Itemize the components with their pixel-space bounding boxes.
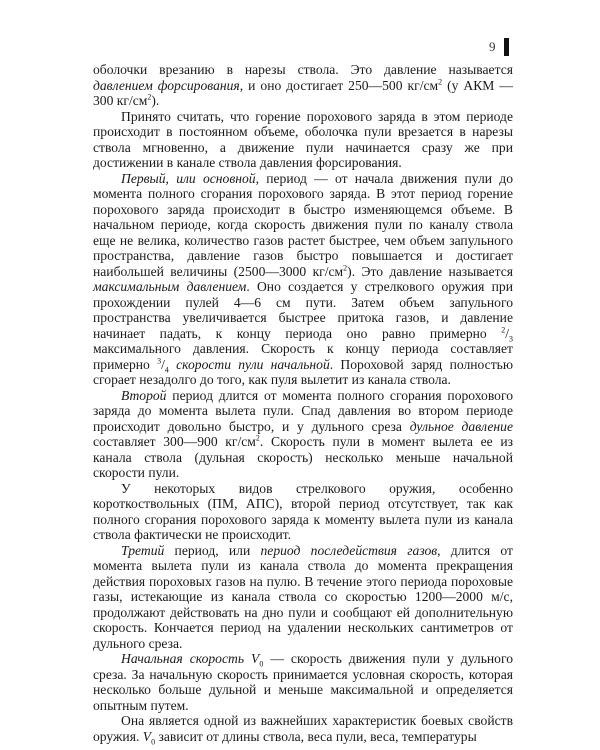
page-number: 9 [489,39,496,54]
paragraph: Первый, или основной, период — от начала движения пули до момента полного сгорания порохового заряда. В этот период горение порохового заряда происходит в быстро изменяющемся объеме. В начальном периоде, когда скорость движения пули по каналу ствола еще не велика, количество газов растет быстрее, чем объем запульного пространства, давление газов быстро повышается и достигает наибольшей величины (2500—3000 $кг/см^2$). Это давление называется максимальным давлением. Оно создается у стрелкового оружия при прохождении пулей 4—6 см пути. Затем объем запульного пространства увеличивается быстрее притока газов, и давление начинает падать, к концу периода оно равно примерно $^2/_3$ максимального давления. Скорость к концу периода составляет примерно $^3/_4$ скорости пули начальной. Пороховой заряд полностью сгорает незадолго до того, как пуля вылетит из канала ствола. [93,170,513,387]
paragraph: Начальная скорость $V_0$ — скорость движения пули у дульного среза. За начальную скорость принимается условная скорость, которая несколько больше дульной и меньше максимальной и определяется опытным путем. [93,651,513,713]
paragraph: Принято считать, что горение порохового заряда в этом периоде происходит в постоянном объеме, оболочка пули врезается в нарезы ствола мгновенно, а движение пули начинается сразу же при достижении в канале ствола давления форсирования. [93,108,513,170]
paragraph: У некоторых видов стрелкового оружия, особенно короткоствольных (ПМ, АПС), второй период отсутствует, так как полного сгорания порохового заряда к моменту вылета пули из канала ствола фактически не происходит. [93,480,513,542]
page-number-bar [504,38,509,56]
fraction: $^3/_4$ [157,355,169,375]
paragraph: Третий период, или период последействия газов, длится от момента вылета пули из канала ствола до момента прекращения действия пороховых газов на пулю. В течение этого периода пороховые газы, истекающие из канала ствола со скоростью 1200—2000 м/с, продолжают действовать на дно пули и сообщают ей дополнительную скорость. Кончается период на удалении нескольких сантиметров от дульного среза. [93,542,513,651]
fraction: $^2/_3$ [501,324,513,344]
paragraph: Второй период длится от момента полного сгорания порохового заряда до момента вылета пули. Спад давления во втором периоде происходит довольно быстро, и у дульного среза дульное давление составляет 300—900 $кг/см^2$. Скорость пули в момент вылета ее из канала ствола (дульная скорость) несколько меньше начальной скорости пули. [93,387,514,480]
body-text [93,62,514,747]
paragraph: оболочки врезанию в нарезы ствола. Это давление называется давлением форсирования, и оно достигает 250—500 $кг/см^2$ (у АКМ — 300 $кг/см^2$). [93,62,513,108]
paragraph: Она является одной из важнейших характеристик боевых свойств оружия. $V_0$ зависит от длины ствола, веса пули, веса, температуры [93,713,513,747]
